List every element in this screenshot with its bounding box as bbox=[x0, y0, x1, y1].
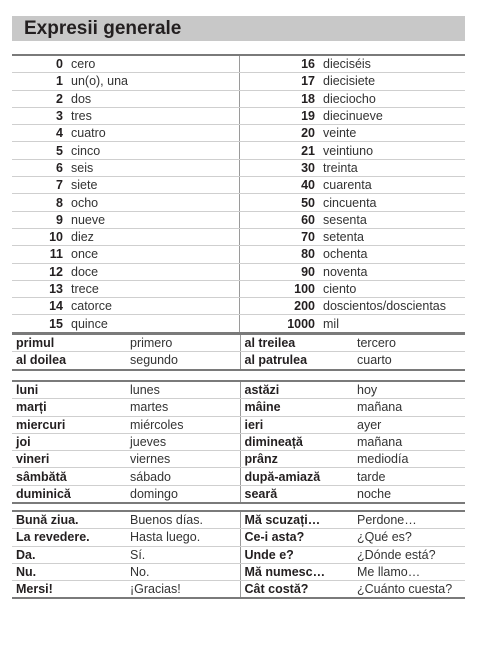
table-row bbox=[12, 529, 465, 546]
spanish-word-cell: doscientos/doscientas bbox=[319, 298, 465, 315]
number-cell: 12 bbox=[12, 263, 67, 280]
spanish-word-cell: dos bbox=[67, 90, 239, 107]
romanian-term-cell: primul bbox=[12, 334, 126, 352]
romanian-term-cell: dimineață bbox=[240, 433, 353, 450]
romanian-term-cell: prânz bbox=[240, 451, 353, 468]
number-cell: 7 bbox=[12, 177, 67, 194]
number-cell: 19 bbox=[239, 107, 319, 124]
table-row bbox=[12, 194, 465, 211]
spanish-word-cell: veintiuno bbox=[319, 142, 465, 159]
spanish-term-cell: primero bbox=[126, 334, 240, 352]
table-row bbox=[12, 73, 465, 90]
number-cell: 4 bbox=[12, 125, 67, 142]
table-row bbox=[12, 451, 465, 468]
table-row bbox=[12, 546, 465, 563]
romanian-term-cell: al treilea bbox=[240, 334, 353, 352]
romanian-term-cell: al patrulea bbox=[240, 352, 353, 370]
number-cell: 0 bbox=[12, 55, 67, 73]
spanish-word-cell: diecinueve bbox=[319, 107, 465, 124]
number-cell: 200 bbox=[239, 298, 319, 315]
table-row bbox=[12, 399, 465, 416]
spanish-phrase-cell: Buenos días. bbox=[126, 511, 240, 529]
table-row bbox=[12, 211, 465, 228]
number-cell: 13 bbox=[12, 280, 67, 297]
spanish-word-cell: setenta bbox=[319, 228, 465, 245]
number-cell: 1 bbox=[12, 73, 67, 90]
spanish-word-cell: dieciocho bbox=[319, 90, 465, 107]
table-row bbox=[12, 280, 465, 297]
ordinals-table bbox=[12, 333, 465, 371]
table-row bbox=[12, 142, 465, 159]
spanish-term-cell: domingo bbox=[126, 485, 240, 503]
romanian-phrase-cell: Mă numesc… bbox=[240, 563, 353, 580]
spanish-word-cell: cinco bbox=[67, 142, 239, 159]
number-cell: 90 bbox=[239, 263, 319, 280]
spanish-term-cell: hoy bbox=[353, 381, 465, 399]
romanian-term-cell: marți bbox=[12, 399, 126, 416]
table-row bbox=[12, 125, 465, 142]
spanish-phrase-cell: Sí. bbox=[126, 546, 240, 563]
spanish-word-cell: noventa bbox=[319, 263, 465, 280]
number-cell: 60 bbox=[239, 211, 319, 228]
spanish-word-cell: diez bbox=[67, 228, 239, 245]
number-cell: 6 bbox=[12, 159, 67, 176]
spanish-term-cell: noche bbox=[353, 485, 465, 503]
spanish-term-cell: miércoles bbox=[126, 416, 240, 433]
spanish-word-cell: ciento bbox=[319, 280, 465, 297]
romanian-phrase-cell: Nu. bbox=[12, 563, 126, 580]
spanish-phrase-cell: Hasta luego. bbox=[126, 529, 240, 546]
spanish-phrase-cell: Me llamo… bbox=[353, 563, 465, 580]
table-row bbox=[12, 334, 465, 352]
number-cell: 5 bbox=[12, 142, 67, 159]
spanish-word-cell: treinta bbox=[319, 159, 465, 176]
table-row bbox=[12, 433, 465, 450]
spanish-term-cell: cuarto bbox=[353, 352, 465, 370]
table-row bbox=[12, 511, 465, 529]
spanish-term-cell: viernes bbox=[126, 451, 240, 468]
spanish-phrase-cell: Perdone… bbox=[353, 511, 465, 529]
spanish-term-cell: mediodía bbox=[353, 451, 465, 468]
number-cell: 100 bbox=[239, 280, 319, 297]
spanish-word-cell: ochenta bbox=[319, 246, 465, 263]
spanish-word-cell: once bbox=[67, 246, 239, 263]
number-cell: 70 bbox=[239, 228, 319, 245]
romanian-term-cell: după-amiază bbox=[240, 468, 353, 485]
spanish-word-cell: doce bbox=[67, 263, 239, 280]
table-row bbox=[12, 107, 465, 124]
spanish-term-cell: mañana bbox=[353, 433, 465, 450]
number-cell: 10 bbox=[12, 228, 67, 245]
numbers-table bbox=[12, 54, 465, 334]
romanian-term-cell: miercuri bbox=[12, 416, 126, 433]
number-cell: 18 bbox=[239, 90, 319, 107]
spanish-phrase-cell: ¿Qué es? bbox=[353, 529, 465, 546]
table-row bbox=[12, 263, 465, 280]
romanian-phrase-cell: Mă scuzați… bbox=[240, 511, 353, 529]
number-cell: 50 bbox=[239, 194, 319, 211]
table-row bbox=[12, 416, 465, 433]
romanian-phrase-cell: Ce-i asta? bbox=[240, 529, 353, 546]
table-row bbox=[12, 90, 465, 107]
spanish-phrase-cell: ¡Gracias! bbox=[126, 581, 240, 599]
spanish-word-cell: nueve bbox=[67, 211, 239, 228]
number-cell: 80 bbox=[239, 246, 319, 263]
spanish-term-cell: jueves bbox=[126, 433, 240, 450]
table-row bbox=[12, 315, 465, 333]
table-row bbox=[12, 352, 465, 370]
spanish-word-cell: mil bbox=[319, 315, 465, 333]
table-row bbox=[12, 485, 465, 503]
table-row bbox=[12, 468, 465, 485]
table-row bbox=[12, 581, 465, 599]
romanian-term-cell: sâmbătă bbox=[12, 468, 126, 485]
number-cell: 2 bbox=[12, 90, 67, 107]
romanian-term-cell: mâine bbox=[240, 399, 353, 416]
spanish-word-cell: diecisiete bbox=[319, 73, 465, 90]
romanian-phrase-cell: La revedere. bbox=[12, 529, 126, 546]
spanish-term-cell: mañana bbox=[353, 399, 465, 416]
spanish-word-cell: cuarenta bbox=[319, 177, 465, 194]
page-title: Expresii generale bbox=[24, 18, 182, 39]
number-cell: 16 bbox=[239, 55, 319, 73]
spanish-term-cell: tarde bbox=[353, 468, 465, 485]
table-row bbox=[12, 381, 465, 399]
spanish-word-cell: siete bbox=[67, 177, 239, 194]
spanish-term-cell: segundo bbox=[126, 352, 240, 370]
table-row bbox=[12, 298, 465, 315]
romanian-term-cell: luni bbox=[12, 381, 126, 399]
number-cell: 21 bbox=[239, 142, 319, 159]
number-cell: 1000 bbox=[239, 315, 319, 333]
table-row bbox=[12, 246, 465, 263]
spanish-word-cell: ocho bbox=[67, 194, 239, 211]
spanish-phrase-cell: ¿Cuánto cuesta? bbox=[353, 581, 465, 599]
spanish-term-cell: sábado bbox=[126, 468, 240, 485]
romanian-term-cell: vineri bbox=[12, 451, 126, 468]
spanish-phrase-cell: ¿Dónde está? bbox=[353, 546, 465, 563]
days-table bbox=[12, 380, 465, 504]
number-cell: 3 bbox=[12, 107, 67, 124]
number-cell: 17 bbox=[239, 73, 319, 90]
number-cell: 20 bbox=[239, 125, 319, 142]
spanish-phrase-cell: No. bbox=[126, 563, 240, 580]
number-cell: 15 bbox=[12, 315, 67, 333]
spanish-term-cell: tercero bbox=[353, 334, 465, 352]
section-header bbox=[12, 16, 465, 41]
number-cell: 11 bbox=[12, 246, 67, 263]
number-cell: 8 bbox=[12, 194, 67, 211]
spanish-word-cell: dieciséis bbox=[319, 55, 465, 73]
number-cell: 9 bbox=[12, 211, 67, 228]
spanish-word-cell: sesenta bbox=[319, 211, 465, 228]
table-row bbox=[12, 228, 465, 245]
spanish-word-cell: cero bbox=[67, 55, 239, 73]
romanian-term-cell: al doilea bbox=[12, 352, 126, 370]
spanish-word-cell: trece bbox=[67, 280, 239, 297]
spanish-word-cell: tres bbox=[67, 107, 239, 124]
romanian-term-cell: astăzi bbox=[240, 381, 353, 399]
spanish-term-cell: martes bbox=[126, 399, 240, 416]
number-cell: 30 bbox=[239, 159, 319, 176]
spanish-word-cell: cuatro bbox=[67, 125, 239, 142]
spanish-term-cell: lunes bbox=[126, 381, 240, 399]
spanish-word-cell: quince bbox=[67, 315, 239, 333]
spanish-word-cell: cincuenta bbox=[319, 194, 465, 211]
romanian-term-cell: duminică bbox=[12, 485, 126, 503]
romanian-phrase-cell: Cât costă? bbox=[240, 581, 353, 599]
table-row bbox=[12, 177, 465, 194]
table-row bbox=[12, 563, 465, 580]
spanish-term-cell: ayer bbox=[353, 416, 465, 433]
spanish-word-cell: seis bbox=[67, 159, 239, 176]
romanian-phrase-cell: Bună ziua. bbox=[12, 511, 126, 529]
spanish-word-cell: veinte bbox=[319, 125, 465, 142]
romanian-term-cell: joi bbox=[12, 433, 126, 450]
spanish-word-cell: un(o), una bbox=[67, 73, 239, 90]
romanian-phrase-cell: Unde e? bbox=[240, 546, 353, 563]
phrases-table bbox=[12, 510, 465, 599]
romanian-term-cell: seară bbox=[240, 485, 353, 503]
romanian-phrase-cell: Mersi! bbox=[12, 581, 126, 599]
romanian-term-cell: ieri bbox=[240, 416, 353, 433]
romanian-phrase-cell: Da. bbox=[12, 546, 126, 563]
spanish-word-cell: catorce bbox=[67, 298, 239, 315]
table-row bbox=[12, 55, 465, 73]
number-cell: 14 bbox=[12, 298, 67, 315]
number-cell: 40 bbox=[239, 177, 319, 194]
table-row bbox=[12, 159, 465, 176]
